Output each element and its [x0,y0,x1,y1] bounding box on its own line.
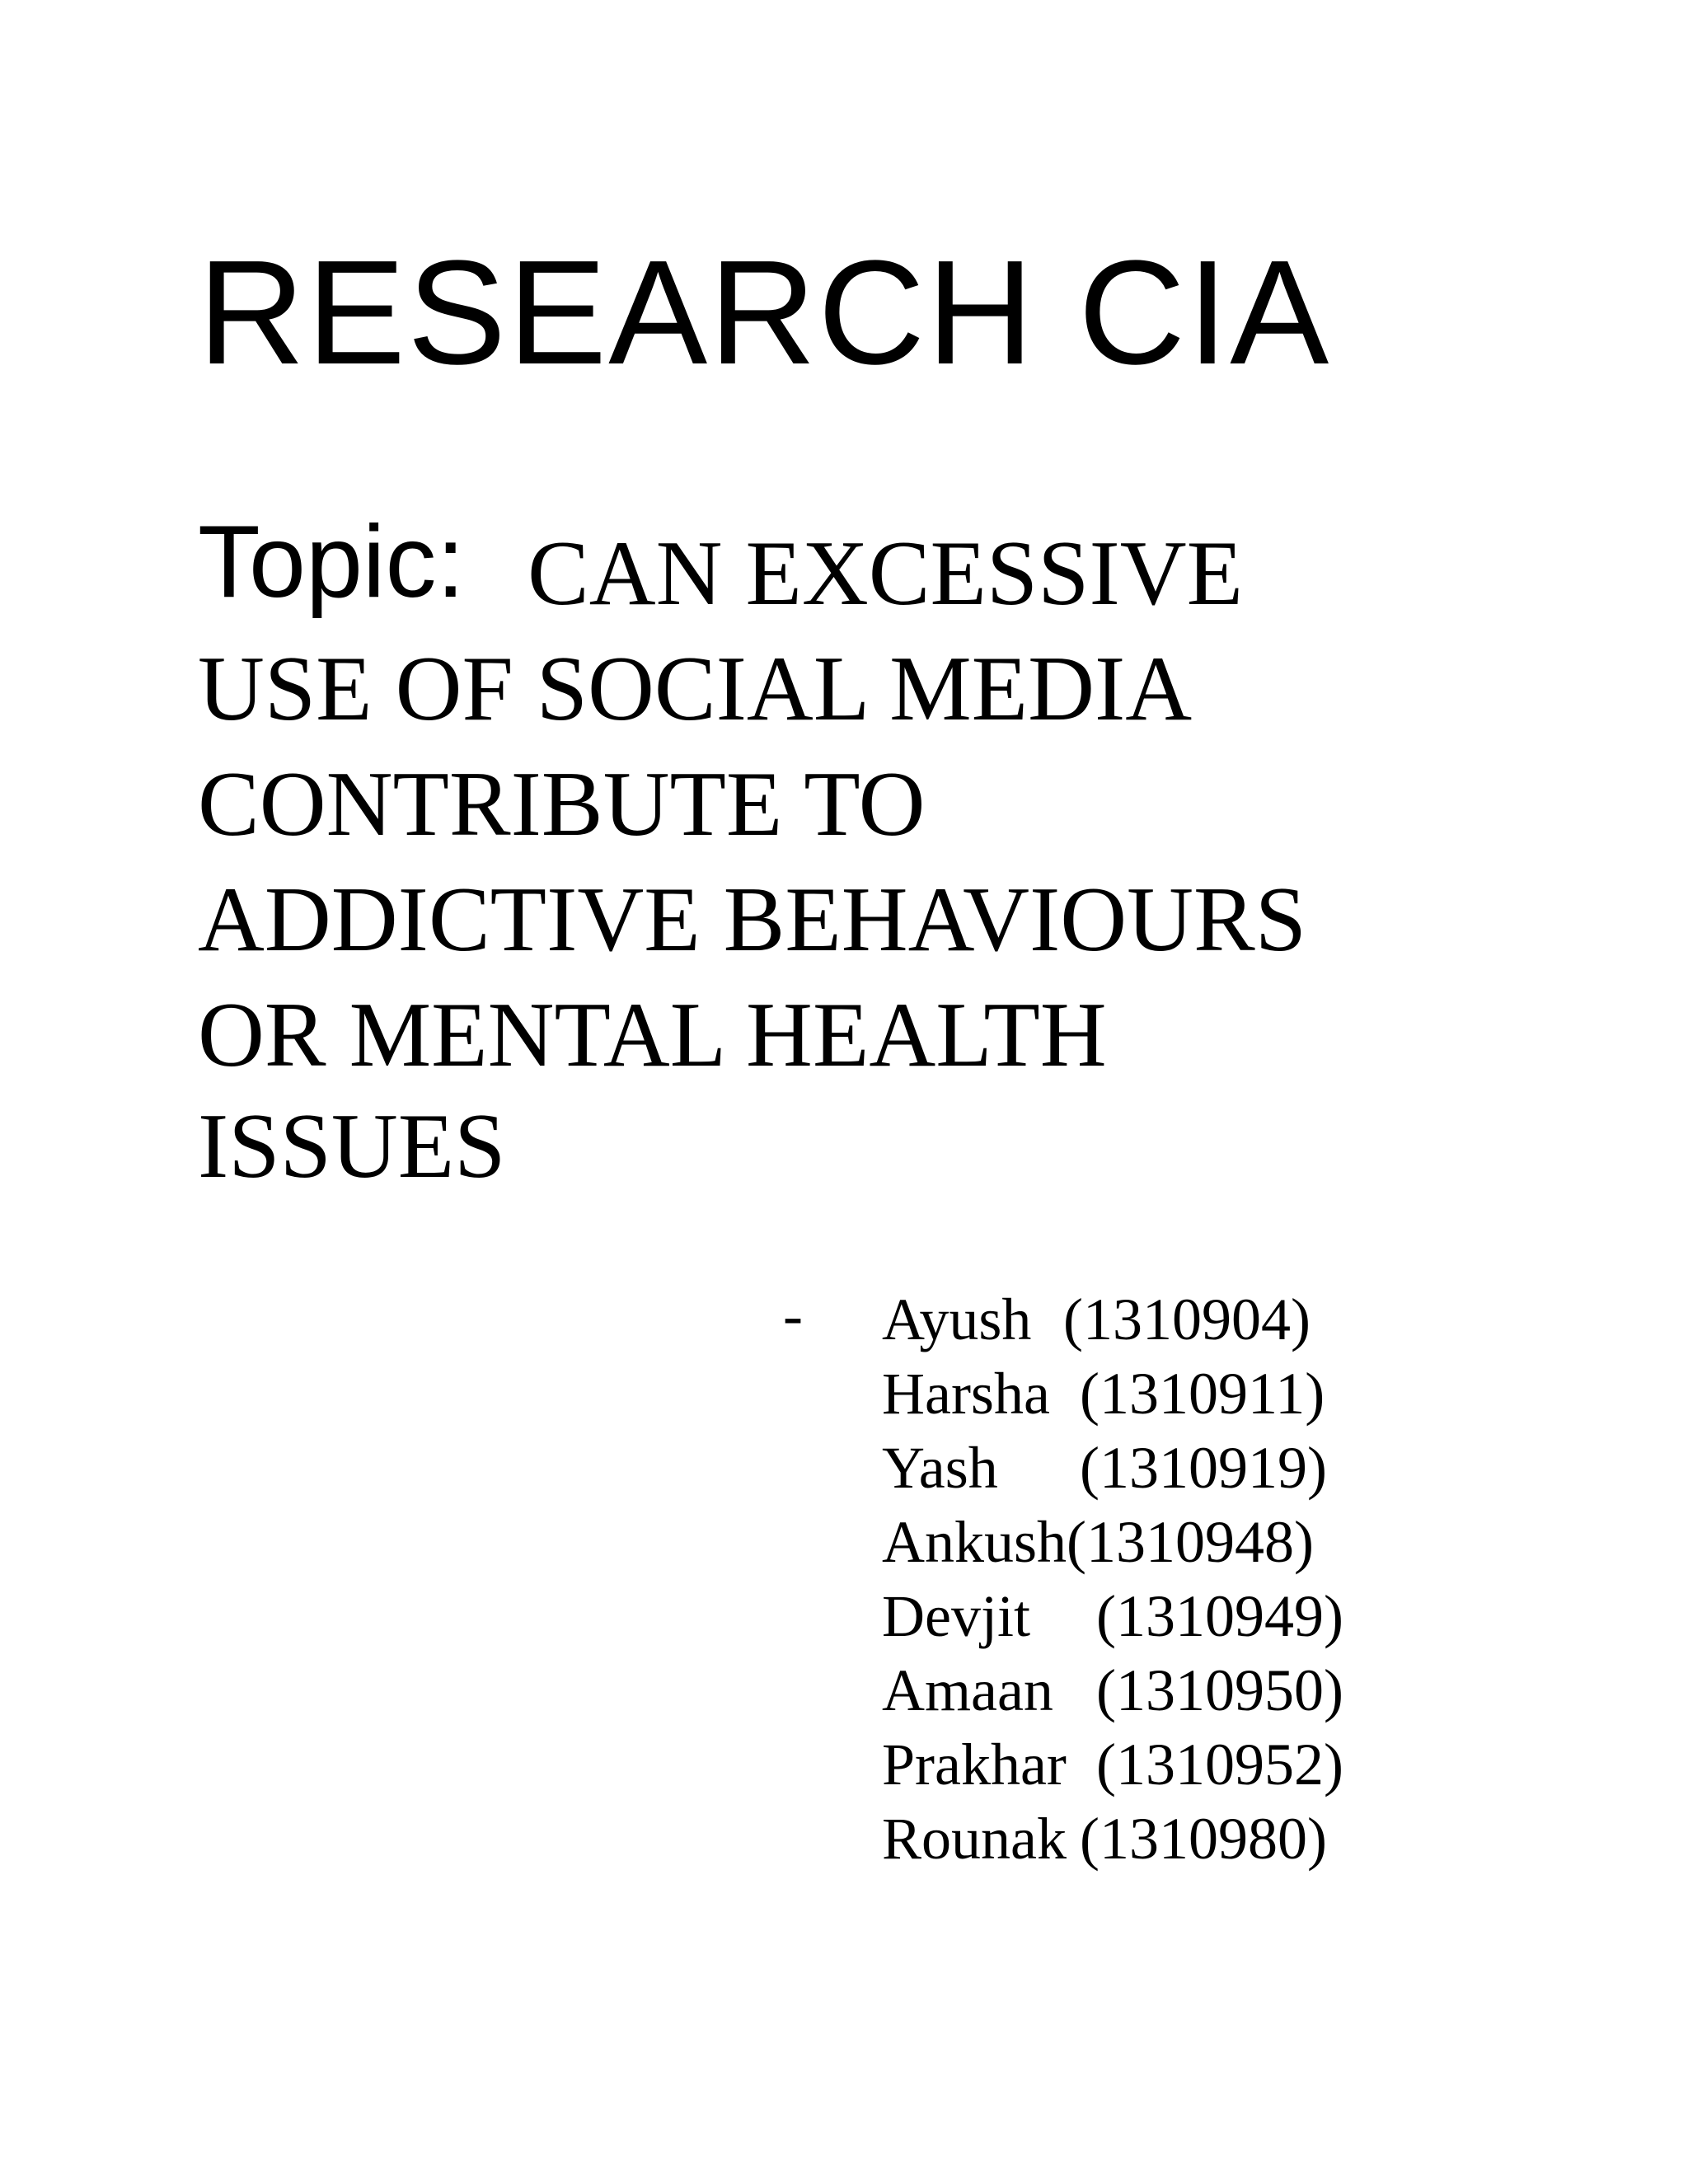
topic-line-3: CONTRIBUTE TO [198,753,926,855]
member-id: (1310949) [1096,1583,1343,1649]
member-name: Ayush [882,1286,1032,1352]
member-name: Harsha [882,1361,1050,1427]
member-item [882,1657,1343,1723]
member-id: (1310980) [1080,1806,1327,1872]
member-item [882,1435,1327,1501]
topic-line-6: ISSUES [198,1095,506,1197]
member-name: Yash [882,1435,998,1501]
member-item [882,1806,1327,1872]
members-list-dash: - [783,1282,803,1348]
member-item [882,1509,1314,1575]
member-name: Rounak [882,1806,1067,1872]
member-name: Devjit [882,1583,1030,1649]
member-item [882,1286,1311,1352]
member-id: (1310919) [1080,1435,1327,1501]
member-name: Prakhar [882,1732,1067,1797]
member-id: (1310948) [1067,1509,1314,1575]
member-id: (1310950) [1096,1657,1343,1723]
topic-line-4: ADDICTIVE BEHAVIOURS [198,869,1307,971]
topic-line-5: OR MENTAL HEALTH [198,984,1107,1086]
member-id: (1310911) [1080,1361,1325,1427]
member-id: (1310952) [1096,1732,1343,1797]
topic-label: Topic: [198,505,465,619]
topic-line-1: CAN EXCESSIVE [528,523,1244,625]
topic-line-2: USE OF SOCIAL MEDIA [198,638,1193,740]
member-item [882,1361,1325,1427]
document-title: RESEARCH CIA [198,230,1331,396]
member-name: Amaan [882,1657,1053,1723]
member-id: (1310904) [1063,1286,1311,1352]
member-item [882,1732,1343,1797]
member-item [882,1583,1343,1649]
member-name: Ankush [882,1509,1067,1575]
